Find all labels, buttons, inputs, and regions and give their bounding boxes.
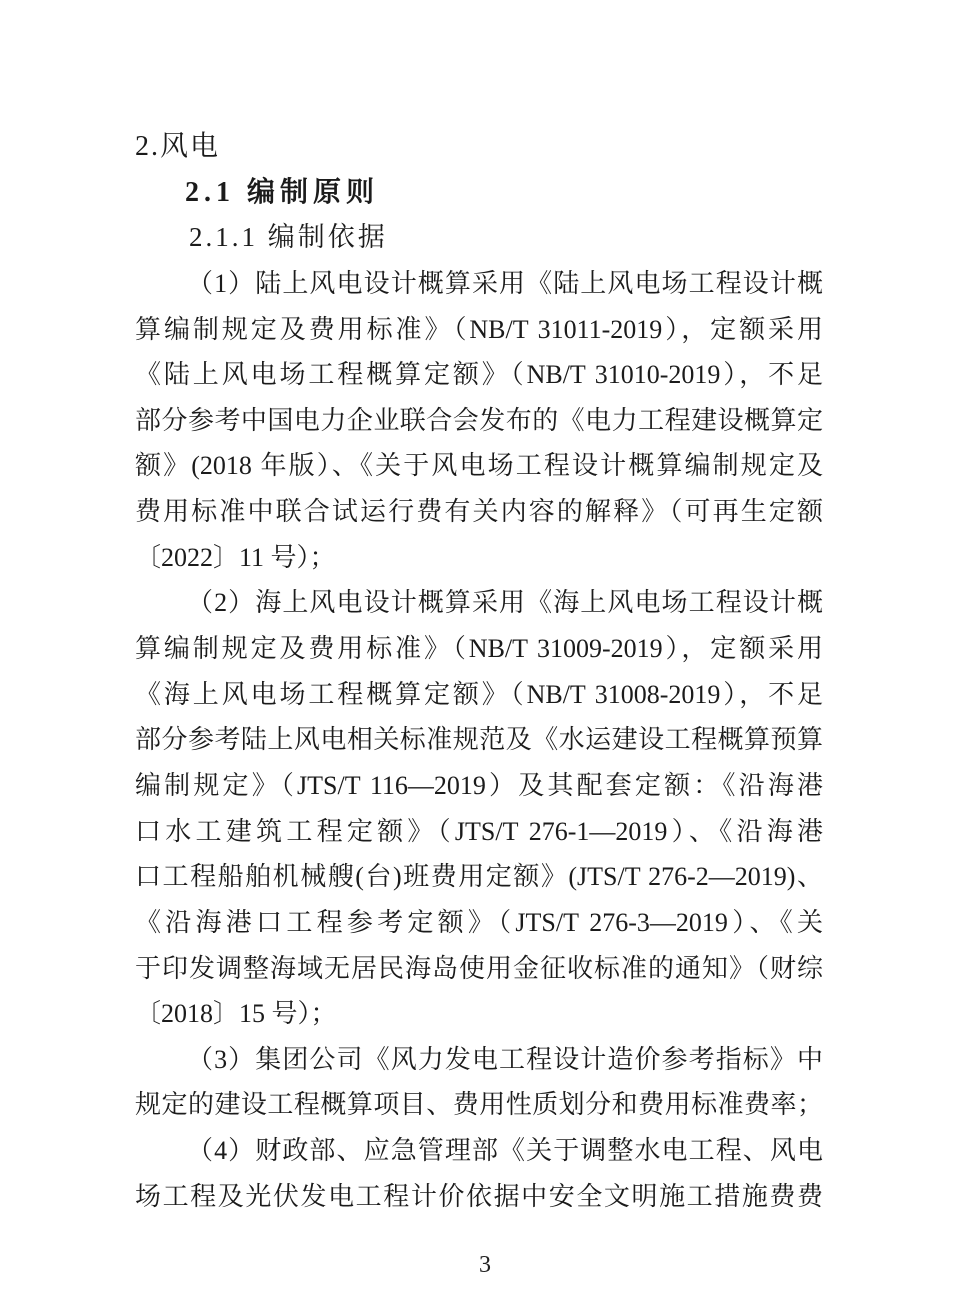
- text-line: 《海上风电场工程概算定额》（NB/T 31008-2019），不足: [135, 679, 823, 709]
- document-content: [135, 124, 823, 1219]
- text-line: 费用标准中联合试运行费有关内容的解释》（可再生定额: [135, 497, 823, 527]
- section-heading: 2.1 编制原则: [185, 176, 380, 208]
- paragraph: [135, 1037, 823, 1128]
- paragraph: [135, 261, 823, 580]
- text-line: 场工程及光伏发电工程计价依据中安全文明施工措施费费: [135, 1181, 823, 1211]
- text-line: （1）陆上风电设计概算采用《陆上风电场工程设计概: [187, 268, 823, 298]
- text-line: 于印发调整海域无居民海岛使用金征收标准的通知》（财综: [135, 953, 823, 983]
- text-line: （2）海上风电设计概算采用《海上风电场工程设计概: [187, 588, 823, 618]
- page-number: 3: [479, 1252, 491, 1278]
- page-footer: [0, 1252, 970, 1279]
- paragraph-container: [135, 261, 823, 1219]
- text-line: （4）财政部、应急管理部《关于调整水电工程、风电: [187, 1136, 823, 1166]
- text-line: 算编制规定及费用标准》（NB/T 31009-2019），定额采用: [135, 634, 823, 664]
- text-line: 编制规定》（JTS/T 116—2019）及其配套定额：《沿海港: [135, 770, 823, 800]
- text-line: 〔2022〕11 号）；: [135, 542, 336, 572]
- text-line: 规定的建设工程概算项目、费用性质划分和费用标准费率；: [135, 1090, 823, 1120]
- text-line: 额》(2018 年版）、《关于风电场工程设计概算编制规定及: [135, 451, 823, 481]
- text-line: 部分参考中国电力企业联合会发布的《电力工程建设概算定: [135, 405, 823, 435]
- text-line: 口工程船舶机械艘(台)班费用定额》(JTS/T 276-2—2019)、: [135, 862, 823, 892]
- chapter-heading: 2.风电: [135, 131, 221, 162]
- subsection-heading: 2.1.1 编制依据: [189, 222, 388, 253]
- text-line: 《沿海港口工程参考定额》（JTS/T 276-3—2019）、《关: [135, 907, 823, 937]
- text-line: 部分参考陆上风电相关标准规范及《水运建设工程概算预算: [135, 725, 823, 755]
- text-line: （3）集团公司《风力发电工程设计造价参考指标》中: [187, 1044, 823, 1074]
- paragraph: [135, 1128, 823, 1219]
- text-line: 算编制规定及费用标准》（NB/T 31011-2019），定额采用: [135, 314, 823, 344]
- text-line: 口水工建筑工程定额》（JTS/T 276-1—2019）、《沿海港: [135, 816, 823, 846]
- paragraph: [135, 580, 823, 1036]
- text-line: 《陆上风电场工程概算定额》（NB/T 31010-2019），不足: [135, 360, 823, 390]
- text-line: 〔2018〕15 号）；: [135, 999, 337, 1029]
